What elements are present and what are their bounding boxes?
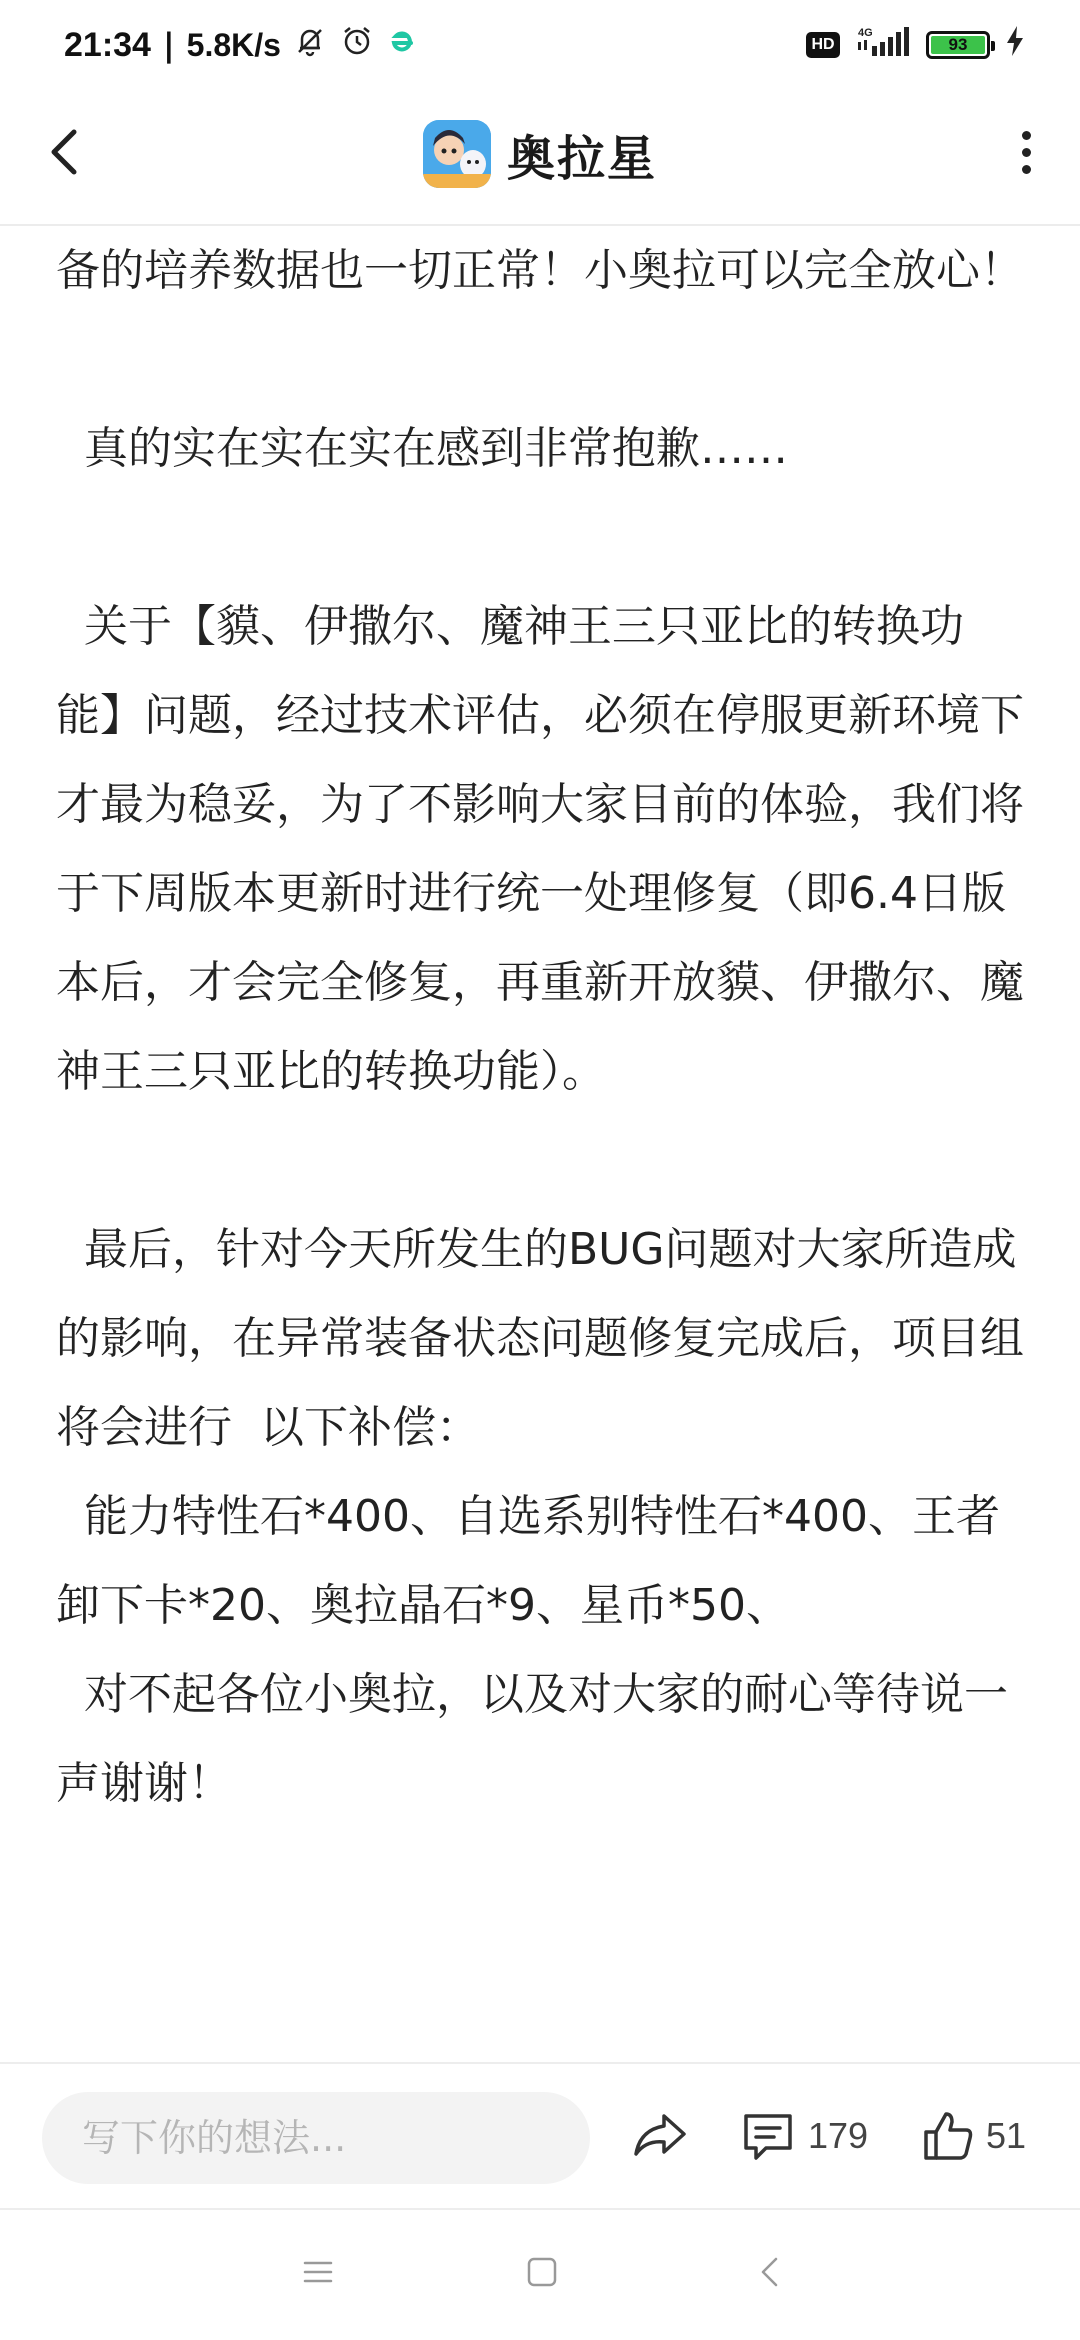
app-header [0,90,1080,226]
like-button[interactable] [922,2104,1026,2168]
like-count: 51 [986,2115,1027,2156]
menu-icon [300,2254,336,2290]
home-square-icon [524,2254,560,2290]
vertical-dots-icon [1022,131,1031,140]
app-logo-icon [423,120,491,188]
nav-menu-button[interactable] [300,2254,336,2290]
title-wrap [0,116,1080,192]
mute-bell-icon [293,24,327,66]
system-nav-bar [0,2210,1080,2340]
vertical-dots-icon [1022,148,1031,157]
share-button[interactable] [628,2104,692,2168]
battery-level: 93 [931,36,985,54]
status-bar [0,0,1080,90]
action-bar [0,2062,1080,2210]
comment-count: 179 [808,2115,869,2156]
article-paragraph: 真的实在实在实在感到非常抱歉…… [56,423,788,474]
status-left [64,23,417,67]
article-paragraph: 备的培养数据也一切正常！小奥拉可以完全放心！ [56,245,1024,296]
paragraph-gap [56,1116,1026,1205]
comment-icon [740,2108,796,2164]
nav-home-button[interactable] [524,2254,560,2290]
article-body [56,226,1026,2056]
vertical-dots-icon [1022,165,1031,174]
thumbs-up-icon [922,2108,974,2164]
share-icon [628,2104,692,2168]
article-paragraph: 关于【貘、伊撒尔、魔神王三只亚比的转换功能】问题，经过技术评估，必须在停服更新环境下才最为稳妥，为了不影响大家目前的体验，我们将于下周版本更新时进行统一处理修复（即6.4日版本后，才会完全修复，再重新开放貘、伊撒尔、魔神王三只亚比的转换功能）。 [56,601,1024,1097]
nav-back-button[interactable] [752,2254,788,2290]
network-label: 4G [858,27,873,39]
hd-icon: HD [806,32,840,58]
article-paragraph: 能力特性石*400、自选系别特性石*400、王者卸下卡*20、奥拉晶石*9、星币*50、 [56,1491,1000,1631]
paragraph-gap [56,493,1026,582]
article-paragraph: 最后，针对今天所发生的BUG问题对大家所造成的影响，在异常装备状态问题修复完成后，项目组将会进行 以下补偿： [56,1224,1024,1453]
comment-input[interactable] [42,2092,590,2184]
comments-button[interactable] [740,2104,868,2168]
more-options-button[interactable] [996,122,1056,182]
battery-icon [926,31,990,59]
back-triangle-icon [752,2254,788,2290]
app-avatar[interactable] [423,120,491,188]
paragraph-gap [56,315,1026,404]
charging-icon [1004,24,1026,66]
browser-e-icon [387,26,417,64]
status-time: 21:34 [64,25,151,64]
status-separator: | [162,26,175,64]
status-right [806,24,1026,66]
signal-icon [854,24,912,66]
alarm-icon [339,23,375,67]
net-speed: 5.8K/s [186,26,281,63]
page-title: 奥拉星 [506,130,657,187]
article-paragraph: 对不起各位小奥拉，以及对大家的耐心等待说一声谢谢！ [56,1669,1008,1809]
